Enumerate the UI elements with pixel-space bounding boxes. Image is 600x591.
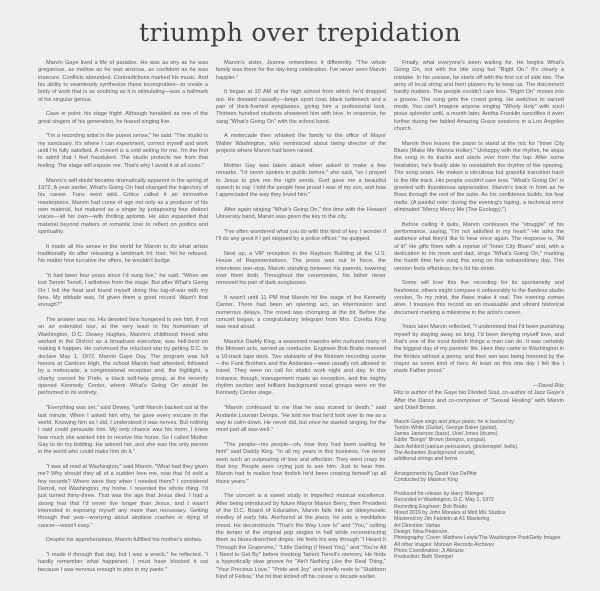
credit-line: Mastered by Jim Fatstein at A1 Mastering: [394, 516, 490, 523]
credit-line: Recorded in Washington, D.C. May 1, 1972: [394, 497, 494, 504]
credit-line: Design: Nina Pederson: [394, 528, 448, 535]
author-note: Ritz is author of the Gaye bio Divided Soul, co-author of Jazz Gaye's After the Dance and co-composer of "Sexual Healing" with Marvin and Odell Brown.: [394, 390, 564, 412]
paragraph: Marvin's sister, Jeanne remembers it differently. "The whole family was there for the day-long celebration. I've never seen Marvin happier.": [216, 60, 386, 81]
paragraph: It wasn't until 11 PM that Marvin hit the stage of the Kennedy Center. There had been an opening act, an intermission and numerous delays. The crowd was chomping at the bit. Before the concert began, a congratulatory telegram from Mrs. Coretta King was read aloud.: [216, 295, 386, 331]
credit-line: Arrangements by David Van DePitte: [394, 470, 477, 477]
paragraph: Years later Marvin reflected, "I understood that I'd been punishing myself by staying away so long. I'd been denying myself love, and that's one of the most foolish things a man can do. It was certainly the biggest day of my parents' life. Here they came to Washington in the thirties without a penny, and their son was being honored by the mayor as some kind of hero. At least on this one day I felt like I made Father proud.": [394, 324, 564, 375]
paragraph: "I was all mad at Washington," said Marvin. "What had they given me? Why should they all of a sudden love me, now that I'd sold a few records? Where were they when I needed them? I considered Detroit, not Washington, my home. I resented the whole thing. I'd just turned thirty-three. That was the age that Jesus died. I had a strong fear that I'd never live longer than Jesus, and I wasn't interested in exposing myself any more than necessary. Getting through that year—worrying about airplane crashes or dying of cancer—wasn't easy.": [38, 463, 208, 529]
paragraph: Case in point: his stage fright. Although heralded as one of the great singers of his generation, he feared singing live.: [38, 111, 208, 125]
credit-line: All other images: Motown Records Archives: [394, 541, 495, 548]
paragraph: Mother Gay was taken aback when asked to make a few remarks. "I'd never spoken in public before," she said, "so I prayed to Jesus to give me the right words. God gave me a beautiful speech to say. I told the people how proud I was of my son, and how I appreciated the way they loved him.": [216, 162, 386, 199]
credit-line: Eddie "Bongo" Brown (bongos, congas),: [394, 437, 487, 444]
paragraph: Marvin then leaves the piano to stand at the mic for "Inner City Blues (Make Me Wanna Holler)." Unhappy with the rhythm, he stops the song in its tracks and starts over from the top. After some hesitation, he's finally able to reestablish the rhythm of the opening. The song soars. He makes a circuitous but graceful transition back to the title track. His people couldn't care less. "What's Going On" is greeted with thunderous appreciation. Marvin's back in form as he flows through the rest of the suite. As his confidence builds, his fear melts. (A painful note: during the evening's taping, a technical error eliminated "Mercy Mercy Me (The Ecology)."): [394, 140, 564, 213]
production-credits: [394, 491, 564, 560]
paragraph: "I've often wondered what you do with this kind of key. I wonder if I'll do any good if I get stopped by a police officer," he quipped.: [216, 228, 386, 243]
paragraph: A motorcade then whisked the family to the office of Mayor Walter Washington, who reminisced about being director of the projects where Marvin had been raised.: [216, 133, 386, 155]
paragraph: "It had been four years since I'd sung live," he said. "When we lost Tammi Terrell, I withdrew from the stage. But after What's Going On I felt the heat and found myself doing this tug-of-war with my fans. My attitude was, I'd given them a good record. Wasn't that enough?": [38, 272, 208, 309]
paragraph: Finally, what everyone's been waiting for. He begins What's Going On, not with the title song but "Right On." It's clearly a mistake. In his unease, he starts off with the first cut of side two. The army of local string and horn players try to keep up. The disconnect hardly matters. The people couldn't care less. "Right On" moves into a groove. The song gets the crowd going. He switches to sacred mode. You can't imagine anyone singing "Wholy Holy" with such pious splendor until, a month later, Aretha Franklin sanctifies it even further during her fabled Amazing Grace sessions in a Los Angeles church.: [394, 60, 564, 133]
credit-line: James Jamerson (bass), Uriel Jones (drums),: [394, 431, 499, 438]
credit-line: Conducted by Maurice King: [394, 476, 458, 483]
musician-credits: [394, 419, 564, 463]
text-column-1: [38, 60, 208, 585]
credit-line: Art Direction: Vartan: [394, 522, 441, 529]
credit-line: Jack Ashford (various percussion, glockenspiel, bells),: [394, 443, 519, 450]
credit-line: Production: Beth Stempel: [394, 554, 453, 561]
paragraph: Maurice Daddy King, a seasoned maestro who nurtured many of the Motown acts, served as conductor. Engineer Bob Bratts manned a 16-track tape deck. Two stalwarts of the Motown recording scene—the Funk Brothers and the Andantes—were usually not allowed to travel. They were on call for studio work night and day. In this instance, though, management made an exception, and the mighty rhythm section and brilliant background vocal groups were on the Kennedy Center stage.: [216, 339, 386, 397]
paragraph: Next up, a VIP reception in the Rayburn Building at the U.S. House of Representatives. The press was out in force, the interviews non-stop, Marvin standing between his parents, towering over them both. Throughout the ceremonies, his father never removed his pair of dark sunglasses.: [216, 250, 386, 287]
author-signature: —David Ritz: [532, 383, 564, 390]
paragraph: "Everything was set," said Dewey, "until Marvin backed out at the last minute. When I asked him why, he gave every excuse in the world. Knowing him as I did, I understood it was nerves. But nothing I said could persuade him. My only chance was his mom. I knew how much she wanted him to receive this honor. So I called Mother Gay to do my bidding. He adored her, and she was the only person in the world who could make him do it.": [38, 405, 208, 456]
paragraph: "Marvin confessed to me that he was scared to death," said Andante Louvain Demps. "He told me that he'd look over to me as a way to calm down. He never did, but once he started singing, for the most part all was well.": [216, 405, 386, 434]
credit-line: Recording Engineer: Bob Bratts: [394, 503, 467, 510]
credit-line: Tenton White (Guitar), George Baker (guitar),: [394, 424, 498, 431]
paragraph: Marvin's self-doubt became dramatically apparent in the spring of 1972. A year earlier, What's Going On had changed the trajectory of his career. Fans went wild. Critics called it an innovative masterpiece. Marvin had come of age not only as a producer of his own material, but matured as a singer by juxtaposing four distinct voices—all his own—with thrilling aplomb. He also expanded that material beyond matters of romantic love to reflect on politics and spirituality.: [38, 177, 208, 235]
credit-line: Photo Coordination: Ji Abrazio: [394, 547, 464, 554]
credit-line: additional strings and horns: [394, 456, 458, 463]
paragraph: "The people—his people—oh, how they had been waiting for him!" said Daddy King. "In all my years in this business, I've never seen such an outpouring of love and affection. They went crazy for that boy. People were crying just to see him. Just to hear him. Marvin had to realize how foolish he'd been cooping himself up all those years.": [216, 441, 386, 485]
credit-line: Marvin Gaye sings and plays piano; he is backed by:: [394, 418, 516, 425]
paragraph: After again singing "What's Going On," this time with the Howard University band, Marvin was given the key to the city.: [216, 206, 386, 221]
paragraph: Marvin Gaye lived a life of paradox. He was as shy as he was gregarious, as mellow as he was anxious, as confident as he was insecure. Conflicts abounded. Contradictions marked his music. And his ability to seamlessly synthesize these incongruities—to create a body of work that is as soothing as it is stimulating—was a hallmark of his singular genius.: [38, 60, 208, 103]
text-column-2: [216, 60, 386, 585]
paragraph: Before calling it quits, Marvin confesses the "struggle" of his performance, saying, "I'm not satisfied in my heart." He asks the audience what they'd like to hear once again. The response is, "All of it!" He gifts them with a reprise of "Inner City Blues" and, with a dedication to his mom and dad, sings "What's Going On," marking the fourth time he's sung this song on this extraordinary day. This version feels effortless; he's hit his stride.: [394, 221, 564, 272]
credit-line: The Andantes (background vocals),: [394, 449, 476, 456]
paragraph: The answer was no. His devoted fans hungered to see him, if not on an extended tour, at the very least in his hometown of Washington, D.C. Dewey Hughes, Marvin's childhood friend who worked in the District as a broadcast executive, was hell-bent on making it happen. He convinced the reluctant star by getting D.C. to declare May 1, 1972, Marvin Gaye Day. The program was full honors at Cardozo High, the school Marvin had attended, followed by a motorcade, a congressional reception and, the highlight, a charity concert for Pride, a black self-help group, at the recently opened Kennedy Center, where What's Going On would be performed in its entirety.: [38, 317, 208, 397]
paragraph: The concert is a sweet study in imperfect musical excellence. After being introduced by future Mayor Marion Berry, then President of the D.C. Board of Education, Marvin falls into an idiosyncratic medley of early hits. Anchored at the piano, he sets a meditative mood. He deconstructs "That's the Way Love Is" and "You," cutting the tempo of the original pop singles in half while reconstructing them as blues-drenched dirges. He feels his way through "I Heard It Through the Grapevine," "Little Darling (I Need You)," and "You're All I Need to Get By" before invoking Tammi Terrell's memory. He finds a hypnotically slow groove for "Ain't Nothing Like the Real Thing," "Your Precious Love," "Pride and Joy" and briefly nods to "Stubborn Kind of Fellow," the hit that kicked off his career a decade earlier.: [216, 493, 386, 581]
paragraph: Some will love this live recording for its spontaneity and freshness; others might compare it unfavorably to the flawless studio version. To my mind, the flaws make it real. The evening comes alive. I treasure this record as an invaluable and vibrant historical document marking a milestone in the artist's career.: [394, 280, 564, 316]
paragraph: Despite his apprehensions, Marvin fulfilled his mother's wishes.: [46, 537, 203, 544]
paragraph: "I'm a recording artist in the purest sense," he said. "The studio is my sanctuary. It's where I can experiment, correct myself and work until I'm fully satisfied. A concert is a cold setting for me. I'm the first to admit that I feel fraudulent. The studio protects me from that feeling. The stage will expose me. That's why I avoid it at all costs.": [38, 133, 208, 169]
page-title: triumph over trepidation: [139, 18, 461, 47]
text-column-3: [394, 60, 564, 585]
paragraph: It began at 10 AM at the high school from which he'd dropped out. He dressed casually—beige sport coat, black turtleneck and a pair of thick-framed eyeglasses, giving him a professorial look. Thirteen hundred students showered him with love. In response, he sang "What's Going On" with the school band.: [216, 89, 386, 125]
paragraph: It made all the sense in the world for Marvin to do what artists traditionally do after releasing a landmark hit: tour. Yet he refused. No matter how lucrative the offers, he wouldn't budge.: [38, 243, 208, 265]
credit-line: Photography: Cover: Matthew Lewis/The Washington Post/Getty Images: [394, 535, 561, 542]
arrangement-credits: [394, 471, 564, 484]
credit-line: Produced for release by Harry Weinger: [394, 491, 484, 498]
credit-line: Mixed 2019 by John Morales at Mirit Mix Studios: [394, 510, 506, 517]
paragraph: "I made it through that day, but I was a wreck," he reflected. "I hardly remember what happened. I must have blocked it out because I was nervous enough to piss in my pants.": [38, 552, 208, 573]
